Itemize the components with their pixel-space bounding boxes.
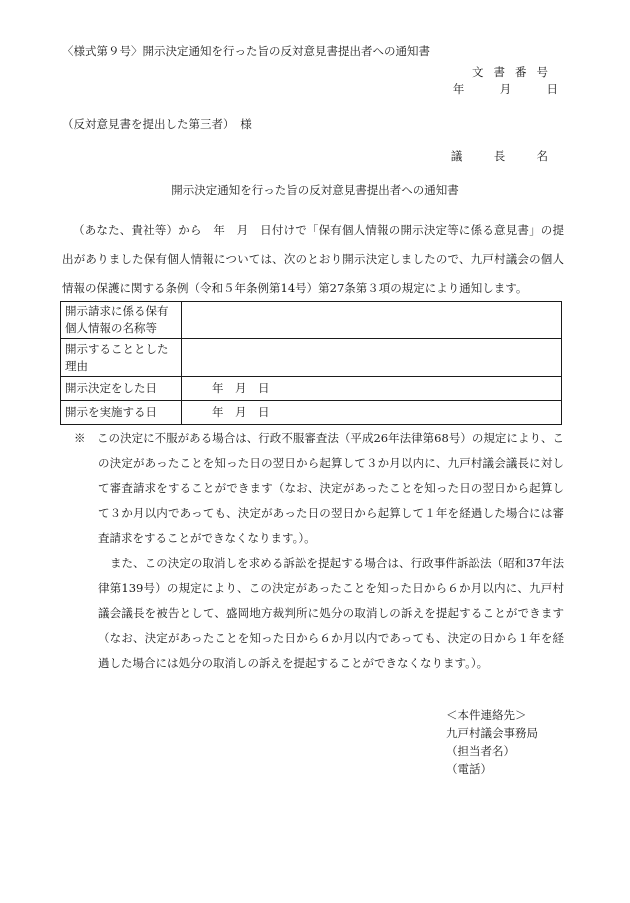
date-day: 日: [546, 82, 558, 96]
disclosure-table: [60, 301, 562, 425]
document-number: 文書番号: [472, 65, 558, 79]
chair-char-1: 議: [450, 149, 463, 163]
chair-char-2: 長: [493, 149, 506, 163]
notes-section: [74, 426, 564, 676]
table-value: 年 月 日: [182, 401, 562, 425]
table-label: 開示を実施する日: [61, 401, 182, 425]
contact-phone: （電話）: [446, 762, 492, 776]
note-appeal: ※ この決定に不服がある場合は、行政不服審査法（平成26年法律第68号）の規定により、この決定があったことを知った日の翌日から起算して３か月以内に、九戸村議会議長に対して審査請求をすることができます（なお、決定があったことを知った日の翌日から起算して３か月以内であっても、決定があった日の翌日から起算して１年を経過した場合には審査請求をすることができなくなります。）。: [74, 431, 564, 545]
table-row: [61, 377, 562, 401]
contact-heading: ＜本件連絡先＞: [446, 708, 527, 722]
document-date: [453, 81, 558, 97]
table-value: 年 月 日: [182, 377, 562, 401]
table-value: [182, 339, 562, 377]
table-value: [182, 302, 562, 339]
body-paragraph: （あなた、貴社等）から 年 月 日付けで「保有個人情報の開示決定等に係る意見書」の提出がありました保有個人情報については、次のとおり開示決定しましたので、九戸村議会の個人情報の保護に関する条例（令和５年条例第14号）第27条第３項の規定により通知します。: [62, 223, 564, 295]
document-title: 開示決定通知を行った旨の反対意見書提出者への通知書: [171, 183, 459, 197]
contact-block: [446, 706, 538, 778]
table-label: 開示決定をした日: [61, 377, 182, 401]
chair-name: [451, 148, 548, 164]
note-lawsuit: また、この決定の取消しを求める訴訟を提起する場合は、行政事件訴訟法（昭和37年法律第139号）の規定により、この決定があったことを知った日から６か月以内に、九戸村議会議長を被告として、盛岡地方裁判所に処分の取消しの訴えを提起することができます（なお、決定があったことを知った日から６か月以内であっても、決定の日から１年を経過した場合には処分の取消しの訴えを提起することができなくなります。）。: [98, 556, 564, 670]
table-label: 開示請求に係る保有個人情報の名称等: [61, 302, 182, 339]
chair-char-3: 名: [536, 149, 548, 163]
table-row: [61, 401, 562, 425]
contact-office: 九戸村議会事務局: [446, 726, 538, 740]
contact-person: （担当者名）: [446, 744, 515, 758]
table-row: [61, 302, 562, 339]
form-label: 〈様式第９号〉開示決定通知を行った旨の反対意見書提出者への通知書: [62, 44, 430, 58]
date-year: 年: [452, 82, 465, 96]
date-month: 月: [499, 82, 512, 96]
recipient: （反対意見書を提出した第三者） 様: [62, 117, 252, 131]
table-label: 開示することとした理由: [61, 339, 182, 377]
table-row: [61, 339, 562, 377]
